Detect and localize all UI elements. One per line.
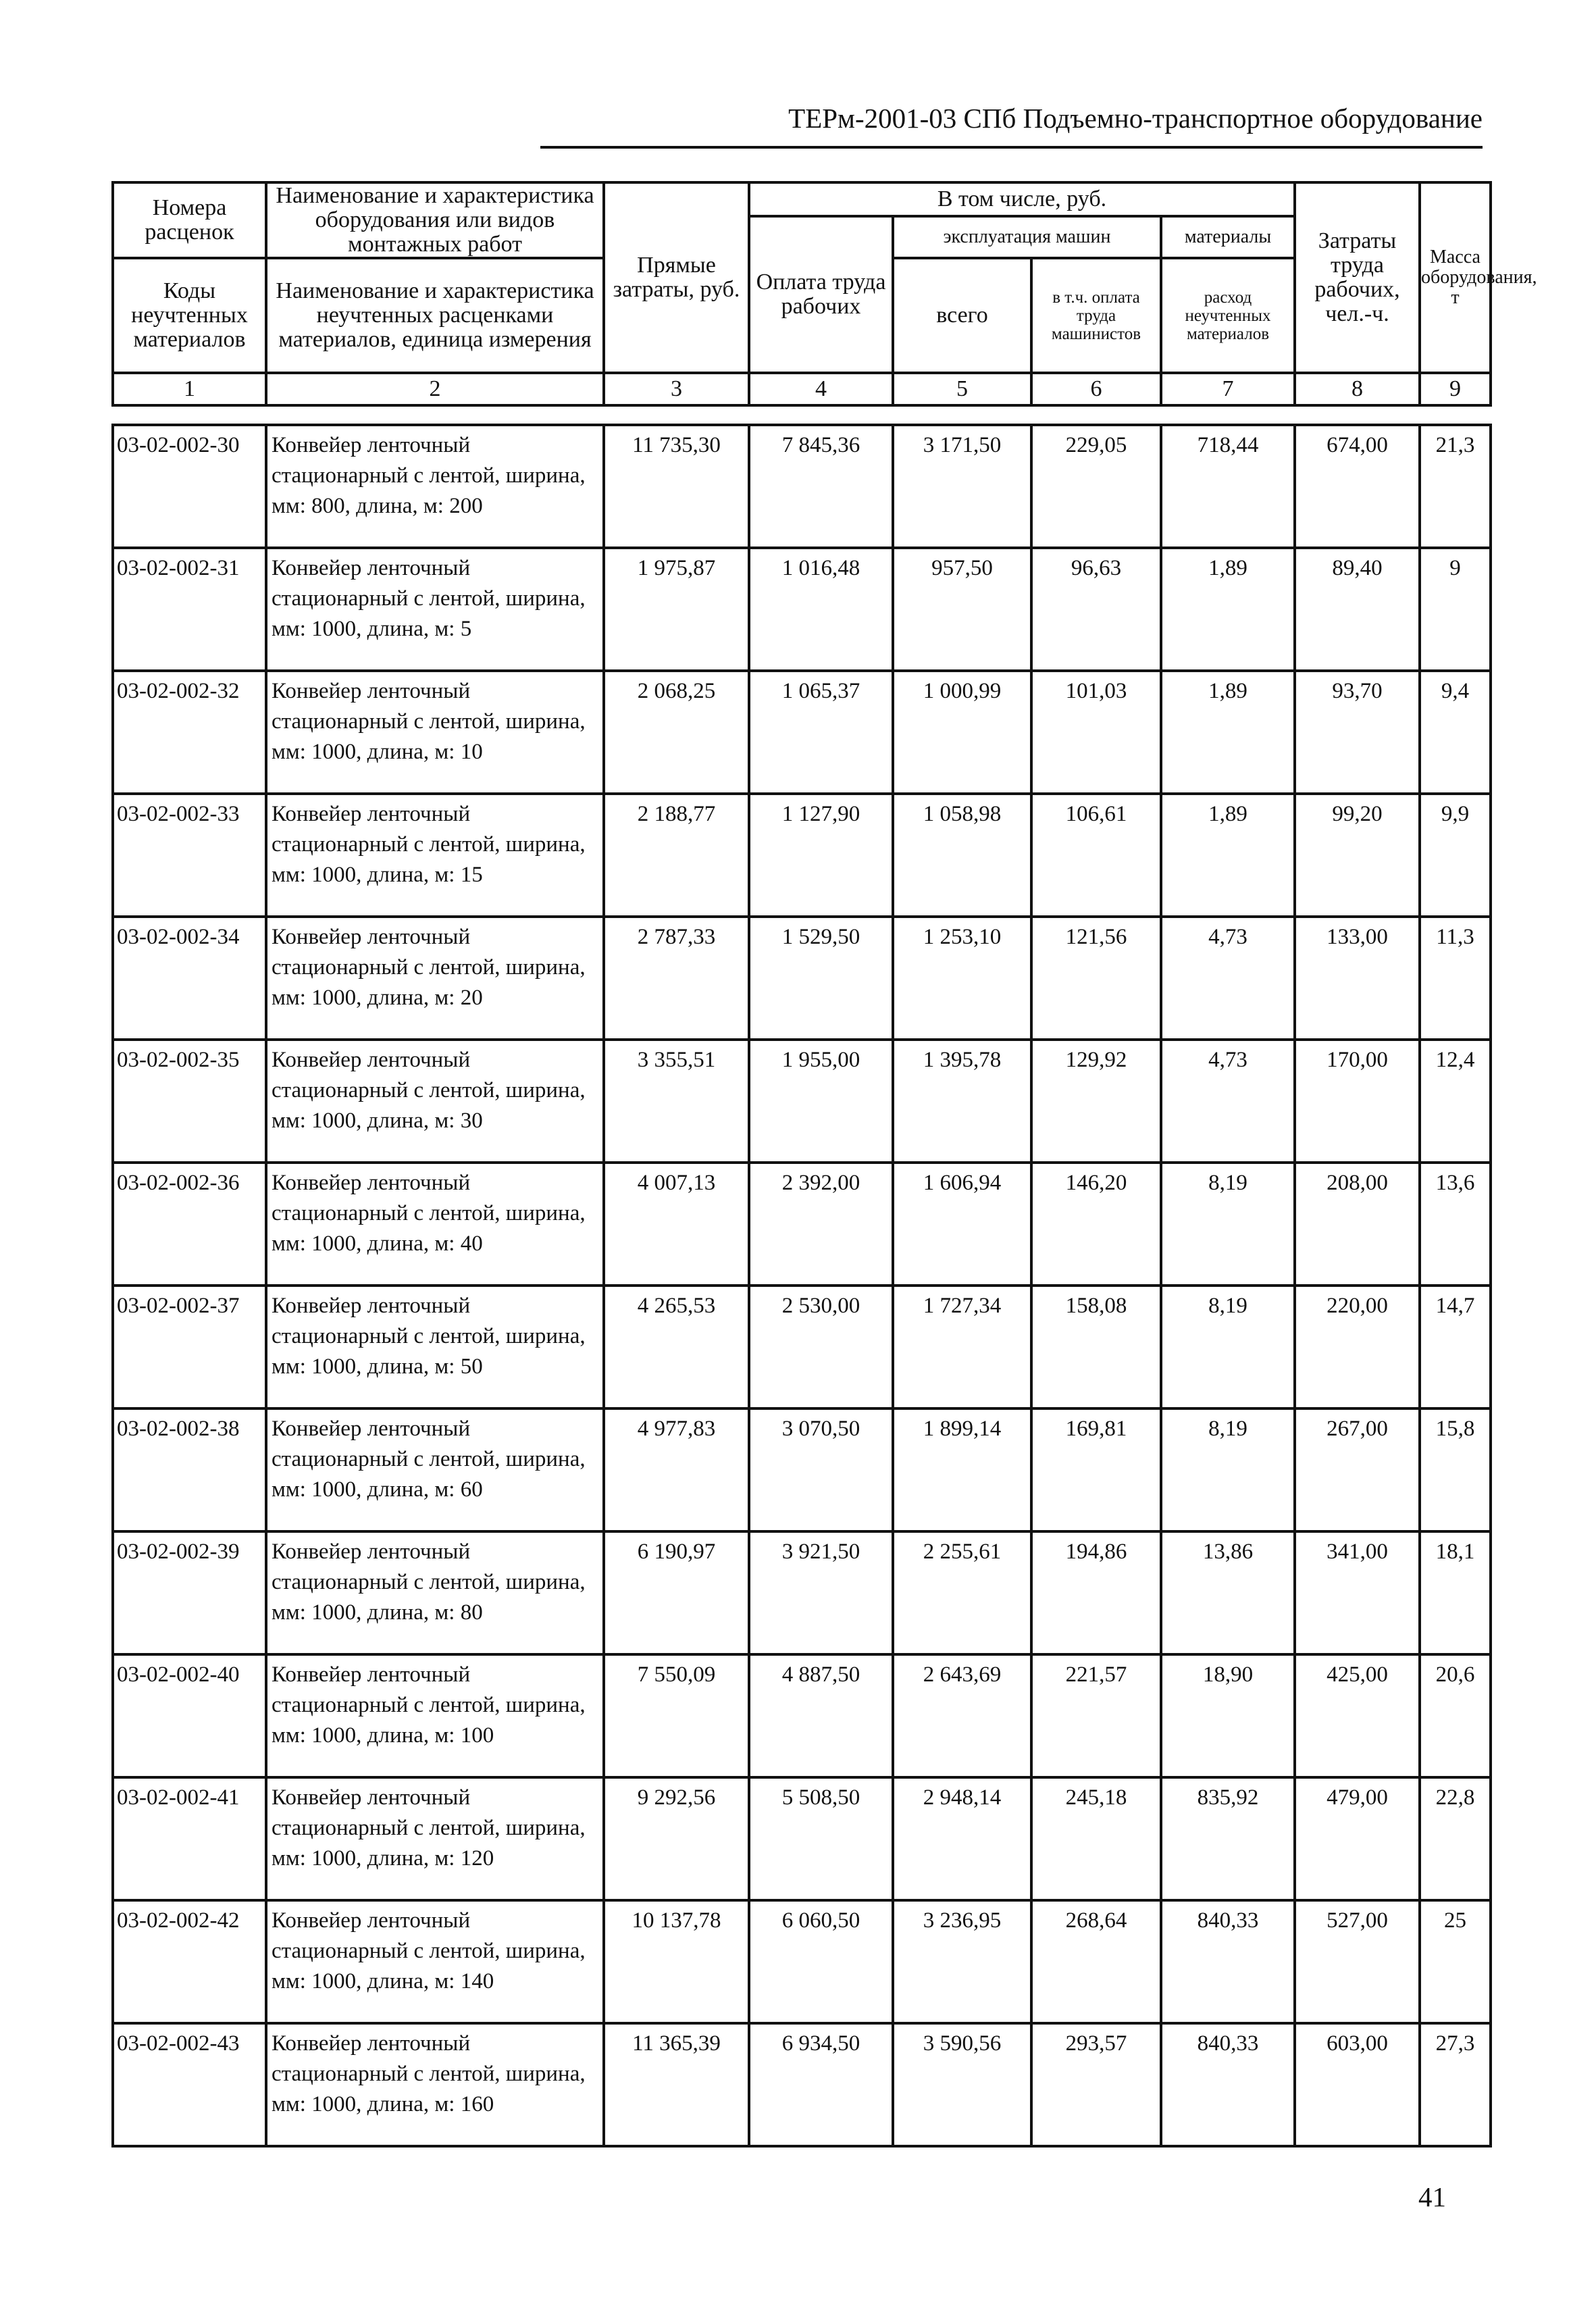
- cell-equipment-mass: 25: [1420, 1900, 1491, 2023]
- cell-worker-pay: 7 845,36: [749, 425, 893, 548]
- cell-direct-costs: 1 975,87: [604, 548, 749, 671]
- column-number-1: 1: [113, 373, 266, 405]
- table-row: [113, 671, 1491, 794]
- cell-worker-pay: 2 530,00: [749, 1286, 893, 1408]
- header-machine-operation: эксплуатация машин: [893, 216, 1161, 258]
- cell-machines-total: 3 236,95: [893, 1900, 1031, 2023]
- cell-worker-pay: 2 392,00: [749, 1163, 893, 1286]
- header-operator-pay: в т.ч. оплата труда машинистов: [1031, 258, 1161, 373]
- cell-unaccounted-materials: 8,19: [1161, 1408, 1295, 1531]
- cell-unaccounted-materials: 4,73: [1161, 917, 1295, 1040]
- cell-work-name: Конвейер ленточный стационарный с лентой, ширина, мм: 1000, длина, м: 50: [266, 1286, 604, 1408]
- cell-rate-code: 03-02-002-38: [113, 1408, 266, 1531]
- cell-work-name: Конвейер ленточный стационарный с лентой, ширина, мм: 1000, длина, м: 60: [266, 1408, 604, 1531]
- cell-equipment-mass: 18,1: [1420, 1531, 1491, 1654]
- table-row: [113, 1286, 1491, 1408]
- cell-unaccounted-materials: 840,33: [1161, 2023, 1295, 2146]
- cell-machines-total: 2 643,69: [893, 1654, 1031, 1777]
- cell-direct-costs: 2 787,33: [604, 917, 749, 1040]
- cell-operator-pay: 169,81: [1031, 1408, 1161, 1531]
- cell-unaccounted-materials: 4,73: [1161, 1040, 1295, 1163]
- cell-labor-hours: 208,00: [1295, 1163, 1420, 1286]
- header-rate-numbers: Номера расценок: [113, 182, 266, 258]
- table-row: [113, 794, 1491, 917]
- cell-direct-costs: 9 292,56: [604, 1777, 749, 1900]
- column-number-5: 5: [893, 373, 1031, 405]
- cell-work-name: Конвейер ленточный стационарный с лентой, ширина, мм: 1000, длина, м: 15: [266, 794, 604, 917]
- cell-operator-pay: 245,18: [1031, 1777, 1161, 1900]
- cell-machines-total: 1 727,34: [893, 1286, 1031, 1408]
- cell-machines-total: 1 058,98: [893, 794, 1031, 917]
- cell-work-name: Конвейер ленточный стационарный с лентой, ширина, мм: 1000, длина, м: 80: [266, 1531, 604, 1654]
- cell-worker-pay: 5 508,50: [749, 1777, 893, 1900]
- cell-work-name: Конвейер ленточный стационарный с лентой, ширина, мм: 1000, длина, м: 5: [266, 548, 604, 671]
- header-machines-total: всего: [893, 258, 1031, 373]
- table-row: [113, 1408, 1491, 1531]
- cell-worker-pay: 1 529,50: [749, 917, 893, 1040]
- cell-work-name: Конвейер ленточный стационарный с лентой, ширина, мм: 1000, длина, м: 40: [266, 1163, 604, 1286]
- cell-direct-costs: 6 190,97: [604, 1531, 749, 1654]
- header-worker-pay: Оплата труда рабочих: [749, 216, 893, 373]
- cell-machines-total: 1 000,99: [893, 671, 1031, 794]
- cell-equipment-mass: 9: [1420, 548, 1491, 671]
- cell-rate-code: 03-02-002-42: [113, 1900, 266, 2023]
- cell-rate-code: 03-02-002-35: [113, 1040, 266, 1163]
- cell-operator-pay: 293,57: [1031, 2023, 1161, 2146]
- cell-rate-code: 03-02-002-40: [113, 1654, 266, 1777]
- column-number-8: 8: [1295, 373, 1420, 405]
- cell-rate-code: 03-02-002-31: [113, 548, 266, 671]
- cell-rate-code: 03-02-002-32: [113, 671, 266, 794]
- header-unaccounted-materials: расход неучтенных материалов: [1161, 258, 1295, 373]
- cell-unaccounted-materials: 18,90: [1161, 1654, 1295, 1777]
- cell-equipment-mass: 22,8: [1420, 1777, 1491, 1900]
- cell-labor-hours: 133,00: [1295, 917, 1420, 1040]
- cell-rate-code: 03-02-002-41: [113, 1777, 266, 1900]
- cell-equipment-mass: 9,4: [1420, 671, 1491, 794]
- cell-operator-pay: 96,63: [1031, 548, 1161, 671]
- cell-operator-pay: 194,86: [1031, 1531, 1161, 1654]
- cell-work-name: Конвейер ленточный стационарный с лентой, ширина, мм: 1000, длина, м: 10: [266, 671, 604, 794]
- cell-worker-pay: 6 934,50: [749, 2023, 893, 2146]
- table-row: [113, 1163, 1491, 1286]
- table-row: [113, 1040, 1491, 1163]
- cell-rate-code: 03-02-002-30: [113, 425, 266, 548]
- cell-worker-pay: 1 065,37: [749, 671, 893, 794]
- cell-worker-pay: 3 070,50: [749, 1408, 893, 1531]
- header-equipment-mass: Масса оборудования, т: [1420, 182, 1491, 373]
- table-row: [113, 1531, 1491, 1654]
- cell-labor-hours: 220,00: [1295, 1286, 1420, 1408]
- cell-worker-pay: 1 955,00: [749, 1040, 893, 1163]
- table-row: [113, 1900, 1491, 2023]
- header-direct-costs: Прямые затраты, руб.: [604, 182, 749, 373]
- cell-work-name: Конвейер ленточный стационарный с лентой, ширина, мм: 800, длина, м: 200: [266, 425, 604, 548]
- header-including-group: В том числе, руб.: [749, 182, 1295, 216]
- cell-direct-costs: 11 735,30: [604, 425, 749, 548]
- cell-operator-pay: 146,20: [1031, 1163, 1161, 1286]
- cell-direct-costs: 7 550,09: [604, 1654, 749, 1777]
- cell-direct-costs: 11 365,39: [604, 2023, 749, 2146]
- cell-machines-total: 2 255,61: [893, 1531, 1031, 1654]
- cell-rate-code: 03-02-002-36: [113, 1163, 266, 1286]
- cell-operator-pay: 268,64: [1031, 1900, 1161, 2023]
- cell-labor-hours: 479,00: [1295, 1777, 1420, 1900]
- header-materials: материалы: [1161, 216, 1295, 258]
- cell-worker-pay: 1 016,48: [749, 548, 893, 671]
- cell-direct-costs: 4 007,13: [604, 1163, 749, 1286]
- page-number: 41: [1418, 2181, 1446, 2212]
- cell-worker-pay: 3 921,50: [749, 1531, 893, 1654]
- header-material-codes: Коды неучтенных материалов: [113, 258, 266, 373]
- header-material-name: Наименование и характеристика неучтенных расценками материалов, единица измерения: [266, 258, 604, 373]
- cell-machines-total: 1 395,78: [893, 1040, 1031, 1163]
- page-header-title: ТЕРм-2001-03 СПб Подъемно-транспортное оборудование: [540, 100, 1483, 149]
- cell-direct-costs: 4 977,83: [604, 1408, 749, 1531]
- cell-unaccounted-materials: 1,89: [1161, 548, 1295, 671]
- cell-operator-pay: 101,03: [1031, 671, 1161, 794]
- cell-operator-pay: 229,05: [1031, 425, 1161, 548]
- cell-unaccounted-materials: 835,92: [1161, 1777, 1295, 1900]
- cell-operator-pay: 158,08: [1031, 1286, 1161, 1408]
- cell-unaccounted-materials: 13,86: [1161, 1531, 1295, 1654]
- cell-equipment-mass: 13,6: [1420, 1163, 1491, 1286]
- cell-machines-total: 3 171,50: [893, 425, 1031, 548]
- cell-labor-hours: 425,00: [1295, 1654, 1420, 1777]
- cell-operator-pay: 221,57: [1031, 1654, 1161, 1777]
- column-number-3: 3: [604, 373, 749, 405]
- cell-work-name: Конвейер ленточный стационарный с лентой, ширина, мм: 1000, длина, м: 20: [266, 917, 604, 1040]
- column-number-9: 9: [1420, 373, 1491, 405]
- rates-table-body: [111, 424, 1492, 2147]
- cell-rate-code: 03-02-002-39: [113, 1531, 266, 1654]
- table-row: [113, 917, 1491, 1040]
- cell-labor-hours: 267,00: [1295, 1408, 1420, 1531]
- cell-work-name: Конвейер ленточный стационарный с лентой, ширина, мм: 1000, длина, м: 140: [266, 1900, 604, 2023]
- cell-unaccounted-materials: 1,89: [1161, 794, 1295, 917]
- header-work-name: Наименование и характеристика оборудования или видов монтажных работ: [266, 182, 604, 258]
- cell-direct-costs: 3 355,51: [604, 1040, 749, 1163]
- cell-labor-hours: 674,00: [1295, 425, 1420, 548]
- cell-unaccounted-materials: 8,19: [1161, 1163, 1295, 1286]
- cell-work-name: Конвейер ленточный стационарный с лентой, ширина, мм: 1000, длина, м: 100: [266, 1654, 604, 1777]
- cell-labor-hours: 99,20: [1295, 794, 1420, 917]
- cell-work-name: Конвейер ленточный стационарный с лентой, ширина, мм: 1000, длина, м: 160: [266, 2023, 604, 2146]
- cell-machines-total: 1 253,10: [893, 917, 1031, 1040]
- cell-labor-hours: 603,00: [1295, 2023, 1420, 2146]
- cell-equipment-mass: 12,4: [1420, 1040, 1491, 1163]
- cell-direct-costs: 2 188,77: [604, 794, 749, 917]
- cell-rate-code: 03-02-002-34: [113, 917, 266, 1040]
- cell-rate-code: 03-02-002-37: [113, 1286, 266, 1408]
- table-row: [113, 548, 1491, 671]
- cell-labor-hours: 93,70: [1295, 671, 1420, 794]
- rates-table-header: [111, 181, 1537, 407]
- column-number-4: 4: [749, 373, 893, 405]
- cell-rate-code: 03-02-002-43: [113, 2023, 266, 2146]
- cell-operator-pay: 121,56: [1031, 917, 1161, 1040]
- cell-machines-total: 3 590,56: [893, 2023, 1031, 2146]
- cell-labor-hours: 527,00: [1295, 1900, 1420, 2023]
- column-number-6: 6: [1031, 373, 1161, 405]
- cell-worker-pay: 1 127,90: [749, 794, 893, 917]
- cell-unaccounted-materials: 8,19: [1161, 1286, 1295, 1408]
- cell-machines-total: 1 606,94: [893, 1163, 1031, 1286]
- column-number-7: 7: [1161, 373, 1295, 405]
- cell-direct-costs: 10 137,78: [604, 1900, 749, 2023]
- cell-machines-total: 1 899,14: [893, 1408, 1031, 1531]
- table-row: [113, 2023, 1491, 2146]
- cell-worker-pay: 4 887,50: [749, 1654, 893, 1777]
- cell-direct-costs: 2 068,25: [604, 671, 749, 794]
- cell-work-name: Конвейер ленточный стационарный с лентой, ширина, мм: 1000, длина, м: 120: [266, 1777, 604, 1900]
- cell-labor-hours: 341,00: [1295, 1531, 1420, 1654]
- cell-unaccounted-materials: 718,44: [1161, 425, 1295, 548]
- cell-rate-code: 03-02-002-33: [113, 794, 266, 917]
- cell-labor-hours: 89,40: [1295, 548, 1420, 671]
- cell-unaccounted-materials: 1,89: [1161, 671, 1295, 794]
- cell-unaccounted-materials: 840,33: [1161, 1900, 1295, 2023]
- cell-equipment-mass: 15,8: [1420, 1408, 1491, 1531]
- column-number-2: 2: [266, 373, 604, 405]
- cell-operator-pay: 106,61: [1031, 794, 1161, 917]
- cell-equipment-mass: 20,6: [1420, 1654, 1491, 1777]
- cell-equipment-mass: 27,3: [1420, 2023, 1491, 2146]
- cell-machines-total: 957,50: [893, 548, 1031, 671]
- cell-equipment-mass: 21,3: [1420, 425, 1491, 548]
- cell-labor-hours: 170,00: [1295, 1040, 1420, 1163]
- cell-equipment-mass: 9,9: [1420, 794, 1491, 917]
- header-labor-hours: Затраты труда рабочих, чел.-ч.: [1295, 182, 1420, 373]
- cell-machines-total: 2 948,14: [893, 1777, 1031, 1900]
- cell-equipment-mass: 14,7: [1420, 1286, 1491, 1408]
- table-row: [113, 1777, 1491, 1900]
- cell-worker-pay: 6 060,50: [749, 1900, 893, 2023]
- table-row: [113, 1654, 1491, 1777]
- table-row: [113, 425, 1491, 548]
- cell-equipment-mass: 11,3: [1420, 917, 1491, 1040]
- cell-work-name: Конвейер ленточный стационарный с лентой, ширина, мм: 1000, длина, м: 30: [266, 1040, 604, 1163]
- cell-direct-costs: 4 265,53: [604, 1286, 749, 1408]
- cell-operator-pay: 129,92: [1031, 1040, 1161, 1163]
